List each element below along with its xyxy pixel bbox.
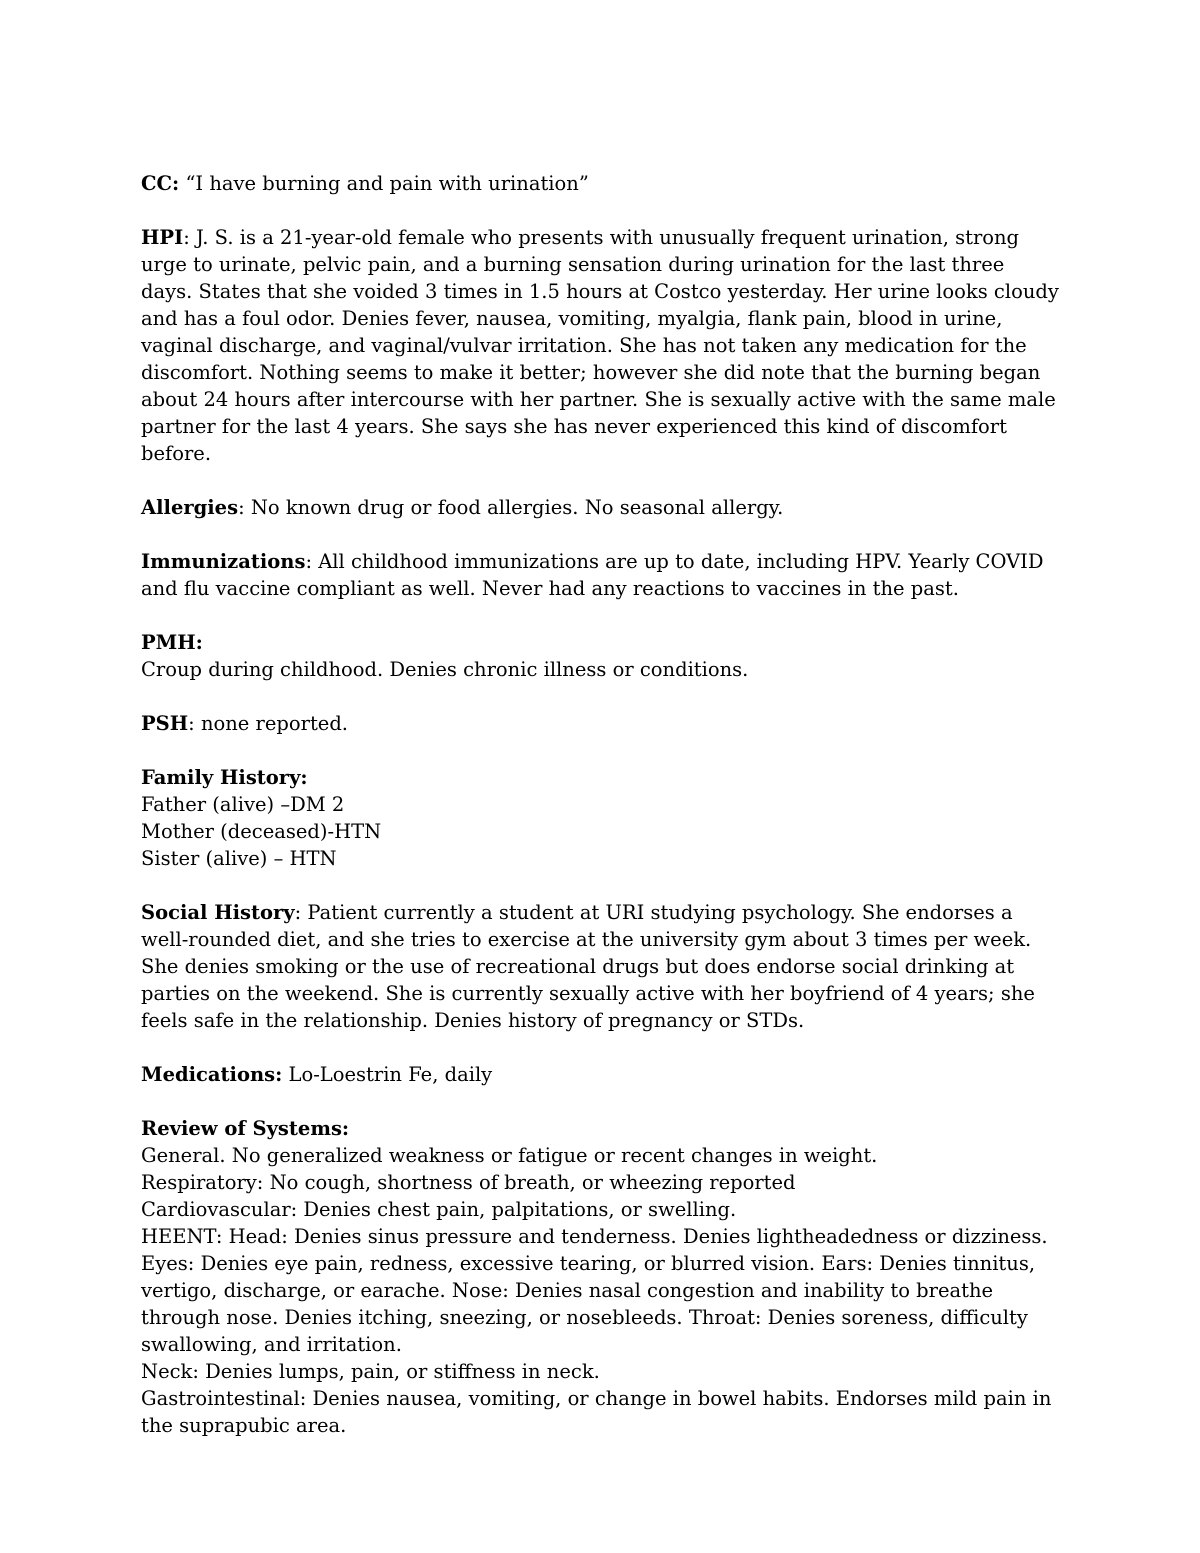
hpi-label: HPI: [141, 226, 184, 249]
ros-gastrointestinal: Gastrointestinal: Denies nausea, vomiting, or change in bowel habits. Endorses mild pain in the suprapubic area.: [141, 1387, 1052, 1437]
medications-section: [141, 1061, 1061, 1088]
allergies-label: Allergies: [141, 496, 239, 519]
ros-general: General. No generalized weakness or fatigue or recent changes in weight.: [141, 1144, 878, 1167]
allergies-section: [141, 494, 1061, 521]
social-history-label: Social History: [141, 901, 295, 924]
immunizations-label: Immunizations: [141, 550, 306, 573]
family-history-mother: Mother (deceased)-HTN: [141, 820, 382, 843]
allergies-text: : No known drug or food allergies. No seasonal allergy.: [238, 496, 784, 519]
chief-complaint-label: CC:: [141, 172, 180, 195]
hpi-section: [141, 224, 1061, 467]
ros-neck: Neck: Denies lumps, pain, or stiffness in neck.: [141, 1360, 600, 1383]
ros-cardiovascular: Cardiovascular: Denies chest pain, palpitations, or swelling.: [141, 1198, 737, 1221]
review-of-systems-section: [141, 1115, 1061, 1439]
family-history-sister: Sister (alive) – HTN: [141, 847, 337, 870]
chief-complaint-text: “I have burning and pain with urination”: [179, 172, 589, 195]
document-page: [141, 170, 1061, 1466]
ros-label: Review of Systems:: [141, 1117, 350, 1140]
social-history-section: [141, 899, 1061, 1034]
medications-label: Medications:: [141, 1063, 283, 1086]
chief-complaint-section: [141, 170, 1061, 197]
pmh-label: PMH:: [141, 631, 203, 654]
family-history-father: Father (alive) –DM 2: [141, 793, 345, 816]
social-history-text: : Patient currently a student at URI studying psychology. She endorses a well-rounded diet, and she tries to exercise at the university gym about 3 times per week. She denies smoking or the use of recreational drugs but does endorse social drinking at parties on the weekend. She is currently sexually active with her boyfriend of 4 years; she feels safe in the relationship. Denies history of pregnancy or STDs.: [141, 901, 1035, 1032]
pmh-section: [141, 629, 1061, 683]
immunizations-section: [141, 548, 1061, 602]
pmh-text: Croup during childhood. Denies chronic illness or conditions.: [141, 658, 749, 681]
immunizations-text: : All childhood immunizations are up to date, including HPV. Yearly COVID and flu vaccine compliant as well. Never had any reactions to vaccines in the past.: [141, 550, 1044, 600]
psh-label: PSH: [141, 712, 189, 735]
ros-respiratory: Respiratory: No cough, shortness of breath, or wheezing reported: [141, 1171, 796, 1194]
psh-section: [141, 710, 1061, 737]
family-history-section: [141, 764, 1061, 872]
family-history-label: Family History:: [141, 766, 308, 789]
hpi-text: : J. S. is a 21-year-old female who presents with unusually frequent urination, strong urge to urinate, pelvic pain, and a burning sensation during urination for the last three days. States that she voided 3 times in 1.5 hours at Costco yesterday. Her urine looks cloudy and has a foul odor. Denies fever, nausea, vomiting, myalgia, flank pain, blood in urine, vaginal discharge, and vaginal/vulvar irritation. She has not taken any medication for the discomfort. Nothing seems to make it better; however she did note that the burning began about 24 hours after intercourse with her partner. She is sexually active with the same male partner for the last 4 years. She says she has never experienced this kind of discomfort before.: [141, 226, 1059, 465]
medications-text: Lo-Loestrin Fe, daily: [282, 1063, 493, 1086]
psh-text: : none reported.: [188, 712, 348, 735]
ros-heent: HEENT: Head: Denies sinus pressure and tenderness. Denies lightheadedness or dizziness. Eyes: Denies eye pain, redness, excessive tearing, or blurred vision. Ears: Denies tinnitus, vertigo, discharge, or earache. Nose: Denies nasal congestion and inability to breathe through nose. Denies itching, sneezing, or nosebleeds. Throat: Denies soreness, difficulty swallowing, and irritation.: [141, 1225, 1048, 1356]
